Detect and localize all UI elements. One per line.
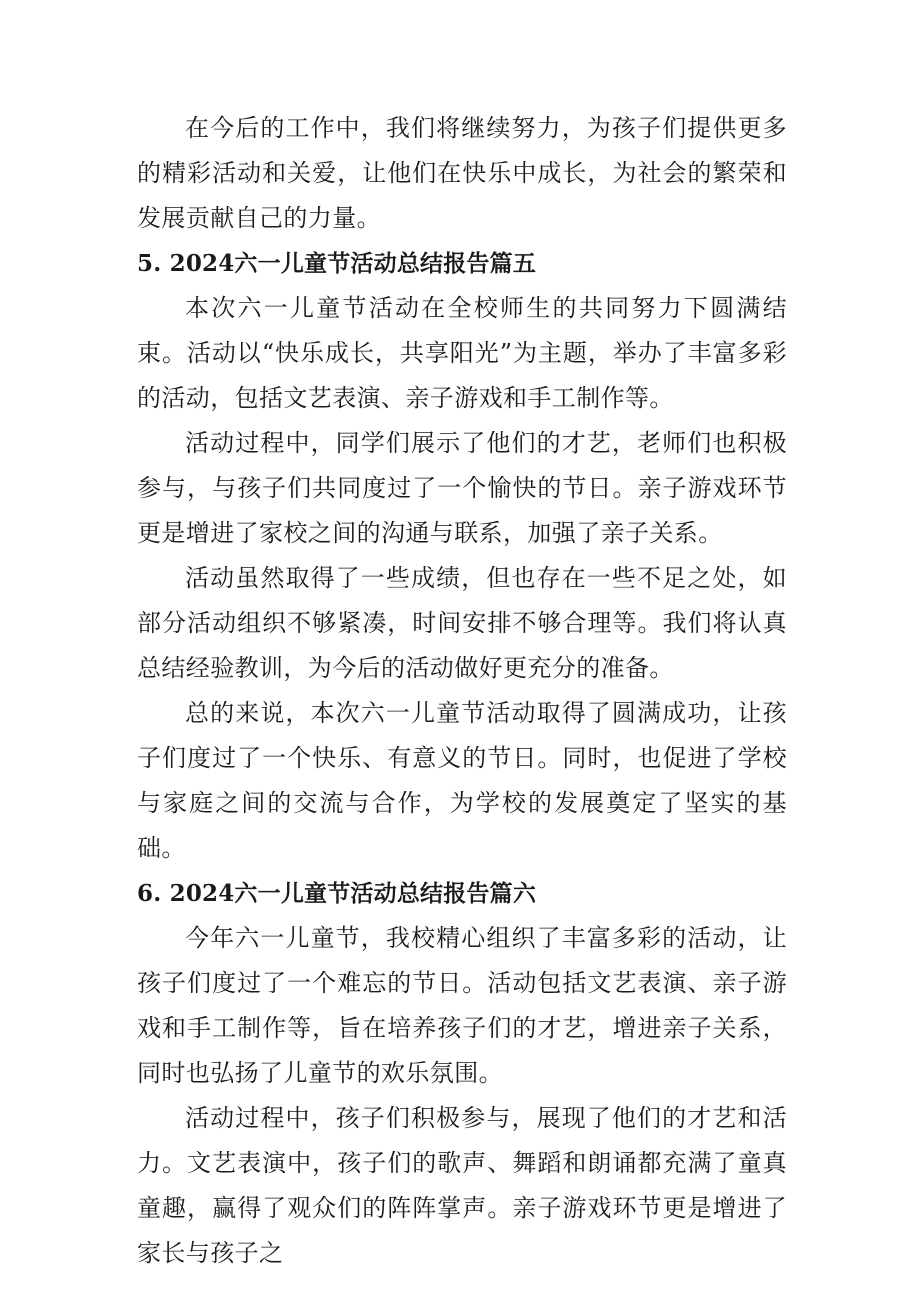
paragraph-section5-intro: 本次六一儿童节活动在全校师生的共同努力下圆满结束。活动以“快乐成长，共享阳光”为主题，举办了丰富多彩的活动，包括文艺表演、亲子游戏和手工制作等。 xyxy=(137,294,787,412)
section-heading-6: 6. 2024六一儿童节活动总结报告篇六 xyxy=(137,880,537,907)
paragraph-section6-intro: 今年六一儿童节，我校精心组织了丰富多彩的活动，让孩子们度过了一个难忘的节日。活动包括文艺表演、亲子游戏和手工制作等，旨在培养孩子们的才艺，增进亲子关系，同时也弘扬了儿童节的欢乐氛围。 xyxy=(137,924,787,1087)
paragraph-section6-process: 活动过程中，孩子们积极参与，展现了他们的才艺和活力。文艺表演中，孩子们的歌声、舞蹈和朗诵都充满了童真童趣，赢得了观众们的阵阵掌声。亲子游戏环节更是增进了家长与孩子之 xyxy=(137,1104,787,1267)
paragraph-section5-process: 活动过程中，同学们展示了他们的才艺，老师们也积极参与，与孩子们共同度过了一个愉快的节日。亲子游戏环节更是增进了家校之间的沟通与联系，加强了亲子关系。 xyxy=(137,429,787,547)
document-page xyxy=(137,106,787,1276)
paragraph-section5-shortcomings: 活动虽然取得了一些成绩，但也存在一些不足之处，如部分活动组织不够紧凑，时间安排不够合理等。我们将认真总结经验教训，为今后的活动做好更充分的准备。 xyxy=(137,564,787,682)
paragraph-section5-summary: 总的来说，本次六一儿童节活动取得了圆满成功，让孩子们度过了一个快乐、有意义的节日。同时，也促进了学校与家庭之间的交流与合作，为学校的发展奠定了坚实的基础。 xyxy=(137,699,787,862)
paragraph-closing-remarks: 在今后的工作中，我们将继续努力，为孩子们提供更多的精彩活动和关爱，让他们在快乐中成长，为社会的繁荣和发展贡献自己的力量。 xyxy=(137,114,787,232)
section-heading-5: 5. 2024六一儿童节活动总结报告篇五 xyxy=(137,250,537,277)
